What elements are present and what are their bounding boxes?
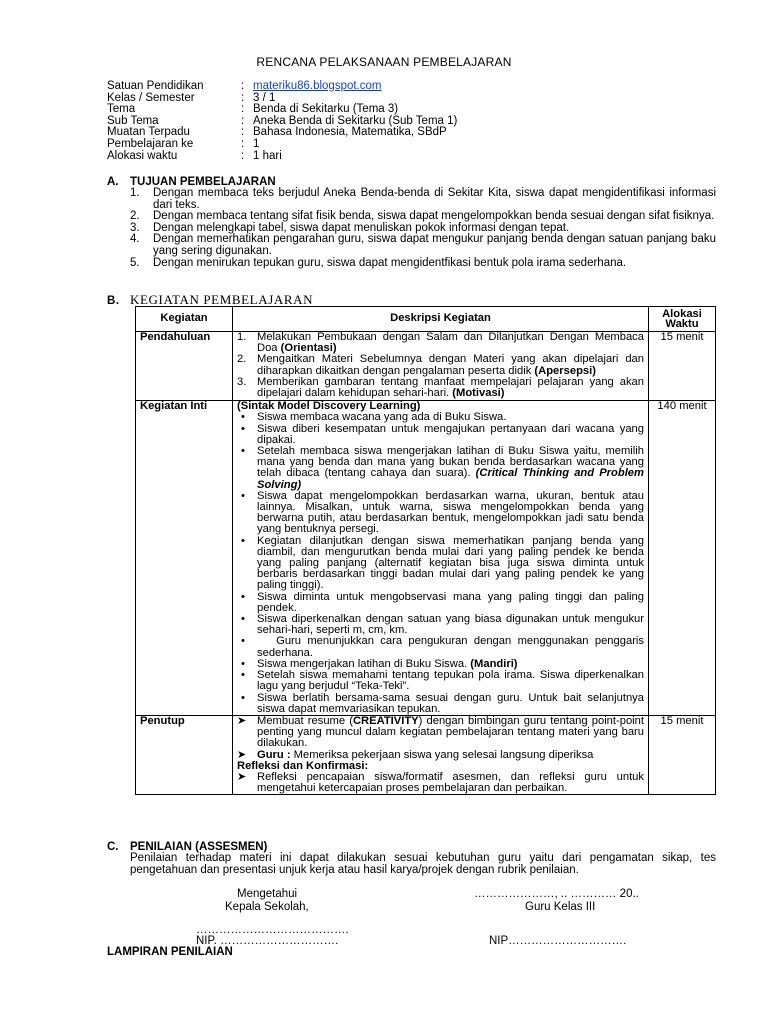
inti-list [237,411,648,715]
identity-colon: : [241,80,245,92]
identity-label: Kelas / Semester [107,91,195,104]
item-text [257,354,644,376]
item-text: Dengan menirukan tepukan guru, siswa dapat mengidentfikasi bentuk pola irama sederhana. [153,256,627,269]
item-number: 4. [130,233,140,246]
item-text-main: Siswa membaca wacana yang ada di Buku Siswa. [257,411,507,424]
item-text-main: Kegiatan dilanjutkan dengan siswa memerhatikan panjang benda yang diambil, dan mengurutkan benda mulai dari yang paling pendek ke benda yang paling panjang (alternatif kegiatan bisa juga siswa diminta untuk berbaris berdasarkan tinggi badan mulai dari yang paling pendek ke yang paling tinggi). [257,534,648,592]
table-header-row [136,307,716,332]
item-text [257,534,648,592]
bullet-icon: • [241,534,245,547]
item-text-tag: (Mandiri) [470,657,518,670]
sign-left-nip: NIP. …………………………. [196,935,339,947]
item-text: Dengan membaca tentang sifat fisik benda, siswa dapat mengelompokkan benda sesuai dengan sifat fisiknya. [153,210,715,223]
kegiatan-table [135,306,716,795]
item-text [257,669,648,693]
list-item [130,234,716,257]
item-number: 2. [237,353,247,366]
tujuan-list [130,188,716,269]
item-text-main: Siswa mengerjakan latihan di Buku Siswa. [257,657,471,670]
item-text [257,489,648,536]
sign-left-role: Kepala Sekolah, [225,901,309,913]
identity-value: Bahasa Indonesia, Matematika, SBdP [253,126,447,139]
list-item [237,354,644,376]
bullet-icon: • [241,445,245,458]
item-text-main: Siswa berlatih bersama-sama sesuai dengan guru. Untuk bait selanjutnya siswa dapat memvariasikan tepukan. [257,691,648,715]
item-number: 1. [130,187,140,199]
list-item [237,613,648,637]
item-text-main: Siswa diberi kesempatan untuk mengajukan pertanyaan dari wacana yang dipakai. [257,422,648,446]
identity-value: 3 / 1 [253,91,276,104]
item-text [257,332,644,354]
pendahuluan-description [233,332,649,401]
section-b-title: KEGIATAN PEMBELAJARAN [130,292,314,307]
list-item [237,590,648,614]
bullet-icon: • [241,590,245,603]
penutup-description [233,715,649,794]
identity-colon: : [241,149,245,162]
bullet-icon: • [241,691,245,704]
item-number: 3. [237,375,247,388]
item-text [257,613,648,637]
sign-right-nip: NIP…………………………. [489,935,627,947]
list-item [237,691,648,715]
list-item [237,489,648,536]
item-text: Dengan melengkapi tabel, siswa dapat menuliskan pokok informasi dengan tepat. [153,221,570,234]
list-item [237,534,648,592]
inti-label: Kegiatan Inti [136,401,233,716]
item-text-main: Setelah siswa memahami tentang tepukan pola irama. Siswa diperkenalkan lagu yang berjudul “Teka-Teki”. [257,669,648,693]
inti-heading: (Sintak Model Discovery Learning) [237,400,421,413]
inti-time: 140 menit [649,401,716,716]
header-kegiatan: Kegiatan [136,307,233,332]
item-text [257,635,648,659]
section-c-letter: C. [107,841,119,853]
item-text-main: Melakukan Pembukaan dengan Salam dan Dilanjutkan Dengan Membaca Doa [257,331,644,355]
identity-value: 1 [253,137,260,150]
item-text [257,590,648,614]
sign-left-mengetahui: Mengetahui [237,888,298,900]
penutup-label: Penutup [136,715,233,794]
arrow-icon: ➤ [237,770,247,783]
bullet-icon: • [241,411,245,424]
identity-label: Sub Tema [107,114,159,127]
list-item [237,332,644,354]
list-item [237,445,648,491]
section-c-title: PENILAIAN (ASSESMEN) [130,841,268,853]
item-text [257,691,648,715]
item-number: 1. [237,331,247,343]
table-row-inti [136,401,716,716]
identity-value: Aneka Benda di Sekitarku (Sub Tema 1) [253,114,458,127]
bullet-icon: • [241,657,245,670]
list-item [130,258,716,270]
arrow-icon: ➤ [237,748,247,761]
lampiran-heading: LAMPIRAN PENILAIAN [107,946,233,958]
identity-label: Muatan Terpadu [107,126,190,139]
item-text-main: Siswa diminta untuk mengobservasi mana yang paling tinggi dan paling pendek. [257,590,648,614]
sign-right-role: Guru Kelas III [525,901,596,913]
header-deskripsi: Deskripsi Kegiatan [233,307,649,332]
identity-colon: : [241,91,245,104]
item-text-main: Siswa dapat mengelompokkan berdasarkan warna, ukuran, bentuk atau lainnya. Misalkan, untuk warna, siswa mengelompokkan benda yang berwarna putih, atau berdasarkan bentuk, mengelompokkan jadi satu benda yang bentuknya persegi. [257,489,648,536]
page-title: RENCANA PELAKSANAAN PEMBELAJARAN [256,55,512,69]
sign-left-blank: …………………………………. [196,924,349,936]
identity-label: Pembelajaran ke [107,137,194,150]
item-number: 5. [130,256,140,269]
identity-row [107,139,667,151]
list-item: ➤ Membuat resume (CREATIVITY) dengan bimbingan guru tentang point-point penting yang muncul dalam kegiatan pembelajaran tentang materi yang baru dilakukan. [237,714,644,750]
bullet-icon: • [241,613,245,626]
sign-right-date: …………………, .. ………… 20.. [474,888,639,900]
identity-label: Satuan Pendidikan [107,80,204,92]
identity-colon: : [241,137,245,150]
section-b-letter: B. [107,295,120,307]
item-text: Dengan memerhatikan pengarahan guru, siswa dapat mengukur panjang benda dengan satuan panjang baku yang sering digunakan. [153,233,716,257]
item-text-main: Memberikan gambaran tentang manfaat mempelajari pelajaran yang akan dipelajari dalam kehidupan sehari-hari. [257,375,644,400]
section-a-letter: A. [107,176,119,188]
identity-value: 1 hari [253,149,282,162]
list-item [237,377,644,399]
list-item [237,422,648,446]
refleksi-heading: Refleksi dan Konfirmasi: [237,759,369,772]
bullet-icon: • [241,635,245,648]
identity-label: Tema [107,103,136,116]
list-item [237,635,648,659]
item-text [257,377,644,399]
identity-row [107,81,667,93]
item-text-main: Siswa diperkenalkan dengan satuan yang biasa digunakan untuk mengukur sehari-hari, seperti m, cm, km. [257,613,648,637]
identity-label: Alokasi waktu [107,149,178,162]
item-text-tag: (Critical Thinking and Problem Solving) [257,467,644,491]
list-item [237,669,648,693]
penutup-time: 15 menit [649,715,716,794]
pendahuluan-label: Pendahuluan [136,332,233,401]
item-text-main: Guru menunjukkan cara pengukuran dengan menggunakan penggaris sederhana. [257,635,648,659]
identity-value: Benda di Sekitarku (Tema 3) [253,103,399,116]
bullet-icon: • [241,669,245,682]
item-number: 2. [130,210,140,223]
table-row-pendahuluan [136,332,716,401]
school-link[interactable]: materiku86.blogspot.com [253,80,382,92]
identity-value [253,81,381,93]
item-text-tag: (Motivasi) [452,387,505,400]
identity-colon: : [241,114,245,127]
bullet-icon: • [241,489,245,502]
list-item [130,188,716,211]
item-number: 3. [130,221,140,234]
item-text-main: Setelah membaca siswa mengerjakan latihan di Buku Siswa yaitu, memilih mana yang benda dan mana yang bukan benda berdasarkan wacana yang telah dibaca (tentang cahaya dan suara). [257,445,648,480]
item-text [257,445,648,491]
item-text [257,422,648,446]
identity-colon: : [241,126,245,139]
list-item: ➤ Refleksi pencapaian siswa/formatif asesmen, dan refleksi guru untuk mengetahui ketercapaian proses pembelajaran dan perbaikan. [237,770,644,795]
item-text-main: Mengaitkan Materi Sebelumnya dengan Materi yang akan dipelajari dan diharapkan dikaitkan dengan pengalaman peserta didik [257,353,644,377]
identity-block [107,81,667,162]
list-item: ➤ Guru : Memeriksa pekerjaan siswa yang selesai langsung diperiksa [237,748,594,761]
identity-colon: : [241,103,245,116]
table-row-penutup [136,715,716,794]
item-text: Dengan membaca teks berjudul Aneka Benda-benda di Sekitar Kita, siswa dapat mengidentifikasi informasi dari teks. [153,187,716,211]
item-text-tag: (Apersepsi) [534,364,596,377]
pendahuluan-time: 15 menit [649,332,716,401]
header-alokasi: Alokasi Waktu [649,307,716,332]
item-text-tag: (Orientasi) [280,342,337,355]
section-a-title: TUJUAN PEMBELAJARAN [130,176,276,188]
section-c-text: Penilaian terhadap materi ini dapat dilakukan sesuai kebutuhan guru yaitu dari pengamatan sikap, tes pengetahuan dan presentasi unjuk kerja atau hasil karya/projek dengan rubrik penilaian. [130,852,716,876]
inti-description [233,401,649,716]
arrow-icon: ➤ [237,714,247,727]
identity-row [107,151,667,163]
bullet-icon: • [241,422,245,435]
